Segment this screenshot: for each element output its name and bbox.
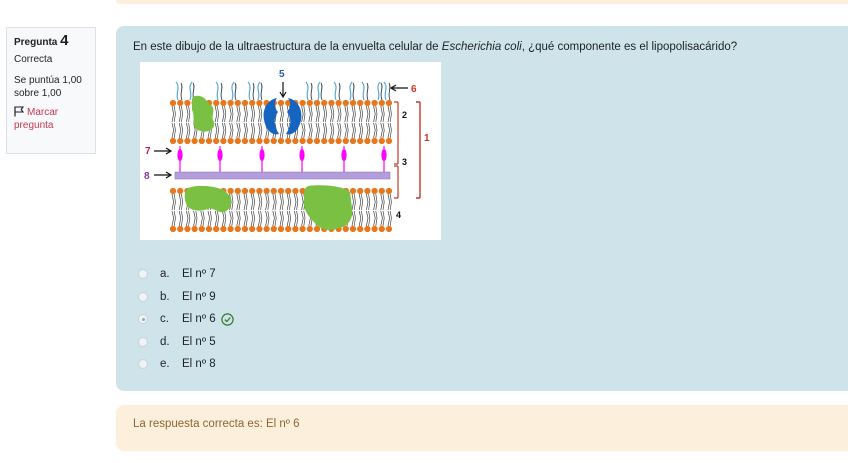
lipid-head — [372, 138, 378, 144]
lipid-tail — [237, 106, 240, 122]
lipid-tail — [237, 211, 240, 226]
flag-question-label: Marcar pregunta — [14, 107, 59, 131]
lipid-head — [336, 138, 342, 144]
arrow-8 — [154, 172, 171, 178]
lipid-tail — [237, 123, 240, 138]
lipid-tail — [302, 123, 305, 138]
lipid-head — [242, 138, 248, 144]
lipid-tail — [244, 211, 247, 226]
answer-radio-a[interactable] — [138, 269, 148, 279]
lipid-head — [321, 138, 327, 144]
lipid-head — [184, 226, 190, 232]
lipid-head — [300, 100, 306, 106]
lipid-head — [357, 100, 363, 106]
lipid-head — [220, 226, 226, 232]
lipid-head — [278, 138, 284, 144]
lipid-tail — [194, 211, 197, 226]
lipid-head — [328, 138, 334, 144]
lipid-tail — [316, 123, 319, 138]
lipid-head — [372, 100, 378, 106]
lipid-head — [256, 226, 262, 232]
lps-chain — [232, 82, 234, 100]
lipid-tail — [215, 106, 218, 122]
lipid-head — [184, 100, 190, 106]
lipid-tail — [201, 211, 204, 226]
lipid-head — [364, 138, 370, 144]
lps-chain — [306, 82, 308, 100]
answer-option-a[interactable] — [138, 263, 234, 286]
lps-chain — [339, 83, 340, 100]
lps-chain — [381, 83, 382, 100]
lipid-tail — [287, 211, 290, 226]
question-label: Pregunta — [14, 37, 58, 48]
lipid-head — [278, 100, 284, 106]
lipid-tail — [179, 194, 182, 210]
lipoprotein — [217, 149, 222, 161]
answer-text: El nº 6 — [182, 313, 216, 326]
answer-letter: d. — [160, 335, 170, 348]
lipid-tail — [294, 194, 297, 210]
lps-chain — [221, 83, 222, 100]
lipid-head — [343, 226, 349, 232]
lps-chain — [261, 83, 262, 100]
lipid-head — [285, 188, 291, 194]
lipid-head — [228, 100, 234, 106]
lipid-tail — [179, 123, 182, 138]
question-number — [14, 34, 88, 49]
lipid-tail — [345, 106, 348, 122]
lipid-head — [256, 100, 262, 106]
question-info-panel — [6, 27, 96, 154]
lipid-head — [364, 188, 370, 194]
lipid-head — [206, 138, 212, 144]
lipid-head — [199, 226, 205, 232]
lipid-head — [256, 188, 262, 194]
lipid-head — [264, 226, 270, 232]
lipid-tail — [280, 123, 283, 138]
lipid-tail — [381, 106, 384, 122]
lps-chain — [176, 82, 178, 100]
lipid-head — [242, 188, 248, 194]
lipid-head — [249, 100, 255, 106]
lipid-head — [228, 188, 234, 194]
lipid-head — [357, 226, 363, 232]
lipid-tail — [251, 106, 254, 122]
lipid-tail — [388, 194, 391, 210]
lipid-tail — [374, 106, 377, 122]
lipid-head — [350, 100, 356, 106]
lipid-tail — [366, 106, 369, 122]
arrow-5 — [280, 82, 286, 97]
peptidoglycan-layer — [175, 172, 390, 179]
bracket-2 — [394, 102, 398, 164]
lps-chain — [367, 83, 368, 100]
lps-chain — [253, 83, 254, 100]
label-4: 4 — [396, 210, 402, 220]
lipid-head — [292, 226, 298, 232]
question-state: Correcta — [14, 54, 53, 65]
lipid-tail — [273, 211, 276, 226]
lipid-head — [336, 100, 342, 106]
lipid-tail — [258, 106, 261, 122]
lipid-head — [256, 138, 262, 144]
lipid-tail — [172, 123, 175, 138]
lipid-tail — [222, 106, 225, 122]
lipid-tail — [280, 211, 283, 226]
answer-text: El nº 8 — [182, 358, 216, 371]
lps-chain — [334, 82, 336, 100]
lipid-head — [379, 100, 385, 106]
lipid-head — [271, 138, 277, 144]
flag-icon — [14, 106, 25, 117]
lipid-head — [192, 226, 198, 232]
lipid-head — [278, 188, 284, 194]
lipid-tail — [258, 123, 261, 138]
lipid-head — [249, 188, 255, 194]
lipid-head — [314, 100, 320, 106]
lipid-head — [235, 226, 241, 232]
lipid-tail — [309, 123, 312, 138]
label-5: 5 — [279, 69, 285, 80]
lps-chain — [248, 82, 250, 100]
label-8: 8 — [144, 171, 150, 182]
lipid-head — [357, 188, 363, 194]
lipid-head — [328, 100, 334, 106]
feedback-text: La respuesta correcta es: El nº 6 — [133, 418, 300, 430]
lipid-head — [177, 100, 183, 106]
lipid-tail — [388, 123, 391, 138]
lps-chain — [258, 82, 260, 100]
answer-letter: e. — [160, 358, 170, 371]
lipid-tail — [359, 106, 362, 122]
lipid-head — [170, 138, 176, 144]
answer-text: El nº 9 — [182, 290, 216, 303]
lipid-tail — [352, 211, 355, 226]
label-3: 3 — [402, 157, 408, 167]
label-7: 7 — [145, 146, 151, 157]
lipid-head — [264, 138, 270, 144]
lipid-head — [292, 188, 298, 194]
lipid-head — [170, 226, 176, 232]
lipid-tail — [251, 123, 254, 138]
lps-chain — [181, 83, 182, 100]
lipid-head — [350, 138, 356, 144]
lipid-head — [285, 226, 291, 232]
lipid-head — [386, 100, 392, 106]
lipid-tail — [352, 106, 355, 122]
lipid-tail — [172, 211, 175, 226]
lipid-tail — [230, 123, 233, 138]
answer-option-b[interactable] — [138, 286, 234, 309]
lipid-tail — [186, 123, 189, 138]
lipid-tail — [251, 194, 254, 210]
question-content — [116, 26, 848, 391]
question-text-part2: , ¿qué componente es el lipopolisacárido? — [521, 41, 738, 53]
lipid-head — [235, 138, 241, 144]
lipid-head — [228, 226, 234, 232]
label-6: 6 — [411, 84, 417, 95]
lipid-head — [177, 188, 183, 194]
lps-chain — [378, 82, 380, 100]
lipid-tail — [388, 106, 391, 122]
answer-list — [138, 263, 234, 376]
lipid-head — [386, 188, 392, 194]
lipid-tail — [374, 211, 377, 226]
lipid-tail — [179, 106, 182, 122]
lipid-tail — [179, 211, 182, 226]
lipid-tail — [266, 194, 269, 210]
lipid-tail — [302, 211, 305, 226]
lipid-head — [350, 188, 356, 194]
lipid-head — [213, 100, 219, 106]
lipid-tail — [352, 123, 355, 138]
lipid-tail — [222, 123, 225, 138]
lipid-tail — [244, 194, 247, 210]
lipid-head — [170, 100, 176, 106]
correct-check-icon — [221, 313, 234, 326]
lipid-head — [235, 100, 241, 106]
lipid-tail — [381, 211, 384, 226]
lipid-head — [249, 226, 255, 232]
lipid-tail — [338, 106, 341, 122]
lipoprotein — [259, 149, 264, 161]
lps-chain — [362, 82, 364, 100]
lipid-tail — [302, 106, 305, 122]
lipid-tail — [352, 194, 355, 210]
lipid-tail — [280, 106, 283, 122]
lipid-tail — [230, 211, 233, 226]
lipid-head — [235, 188, 241, 194]
cell-envelope-svg — [140, 62, 441, 240]
lipid-head — [350, 226, 356, 232]
lipoproteins — [177, 146, 386, 172]
arrow-6 — [391, 85, 408, 91]
lipid-head — [242, 226, 248, 232]
lipid-tail — [251, 211, 254, 226]
lipid-tail — [280, 194, 283, 210]
lipid-head — [343, 100, 349, 106]
lipid-tail — [244, 106, 247, 122]
answer-option-e[interactable] — [138, 353, 234, 376]
lipid-tail — [374, 123, 377, 138]
lipid-tail — [330, 106, 333, 122]
question-grade: Se puntúa 1,00 sobre 1,00 — [14, 75, 82, 99]
question-text-species: Escherichia coli — [441, 41, 522, 53]
lps-chain — [384, 82, 386, 100]
lps-chain — [353, 83, 354, 100]
lipid-tail — [366, 123, 369, 138]
lipid-head — [271, 188, 277, 194]
lipid-tail — [172, 194, 175, 210]
cell-envelope-diagram — [140, 62, 441, 240]
answer-letter: b. — [160, 290, 170, 303]
lipid-tail — [366, 194, 369, 210]
lipoprotein — [299, 149, 304, 161]
answer-letter: c. — [160, 313, 169, 326]
lipid-tail — [258, 211, 261, 226]
lipid-head — [372, 188, 378, 194]
lps-chain — [321, 83, 322, 100]
previous-feedback-strip — [116, 0, 848, 4]
lipid-head — [242, 100, 248, 106]
lipid-tail — [186, 211, 189, 226]
lipid-tail — [244, 123, 247, 138]
lipoprotein — [177, 149, 182, 161]
lipid-head — [372, 226, 378, 232]
lipid-tail — [359, 123, 362, 138]
answer-radio-d[interactable] — [138, 337, 148, 347]
lps-chain — [216, 82, 218, 100]
lipid-head — [300, 226, 306, 232]
lps-chain — [389, 83, 390, 100]
answer-radio-b[interactable] — [138, 292, 148, 302]
lps-chain — [235, 83, 236, 100]
lipid-head — [170, 188, 176, 194]
lipoprotein — [341, 149, 346, 161]
lipid-tail — [374, 194, 377, 210]
lipid-tail — [222, 211, 225, 226]
lipid-head — [184, 138, 190, 144]
lipid-head — [364, 100, 370, 106]
label-2: 2 — [402, 110, 408, 120]
answer-option-d[interactable] — [138, 331, 234, 354]
lipid-tail — [359, 194, 362, 210]
lipid-head — [177, 138, 183, 144]
lipid-tail — [316, 106, 319, 122]
bracket-1 — [416, 102, 420, 198]
lipid-tail — [345, 123, 348, 138]
answer-letter: a. — [160, 268, 170, 281]
question-text-part1: En este dibujo de la ultraestructura de la envuelta celular de — [133, 41, 442, 53]
lipid-tail — [172, 106, 175, 122]
lipid-tail — [323, 106, 326, 122]
lipid-head — [192, 138, 198, 144]
lipid-tail — [258, 194, 261, 210]
question-text — [133, 41, 737, 53]
lps-chain — [311, 83, 312, 100]
lipid-head — [213, 138, 219, 144]
lipid-head — [213, 226, 219, 232]
lps-chain — [190, 82, 192, 100]
lipid-tail — [294, 211, 297, 226]
lipid-head — [379, 188, 385, 194]
lipid-tail — [381, 194, 384, 210]
lipid-tail — [338, 123, 341, 138]
lipid-head — [307, 138, 313, 144]
lps-chain — [350, 82, 352, 100]
lipid-tail — [186, 106, 189, 122]
lipid-head — [271, 226, 277, 232]
answer-radio-c[interactable] — [138, 314, 148, 324]
lipid-tail — [215, 211, 218, 226]
arrow-7 — [154, 148, 171, 154]
question-number-value: 4 — [60, 32, 69, 49]
lps-chain — [318, 82, 320, 100]
lipid-head — [321, 100, 327, 106]
lipid-tail — [287, 194, 290, 210]
lipid-head — [307, 100, 313, 106]
lipid-head — [285, 138, 291, 144]
lipid-tail — [330, 123, 333, 138]
lipid-head — [357, 138, 363, 144]
lipid-head — [364, 226, 370, 232]
answer-radio-e[interactable] — [138, 359, 148, 369]
lipid-head — [386, 138, 392, 144]
answer-text: El nº 7 — [182, 268, 216, 281]
lipid-head — [249, 138, 255, 144]
flag-question-link[interactable] — [14, 106, 88, 132]
lipid-tail — [266, 211, 269, 226]
lipid-head — [379, 138, 385, 144]
correct-answer-feedback — [116, 405, 848, 451]
lipid-tail — [381, 123, 384, 138]
lipid-tail — [388, 211, 391, 226]
answer-text: El nº 5 — [182, 335, 216, 348]
lipid-head — [228, 138, 234, 144]
lipid-head — [386, 226, 392, 232]
lipid-head — [220, 100, 226, 106]
lipid-head — [300, 138, 306, 144]
lipid-head — [264, 188, 270, 194]
lipid-tail — [208, 211, 211, 226]
lipid-tail — [237, 194, 240, 210]
label-1: 1 — [424, 133, 430, 144]
lipid-head — [343, 138, 349, 144]
lipid-head — [199, 138, 205, 144]
lipoprotein — [381, 149, 386, 161]
lipid-head — [206, 226, 212, 232]
inner-membrane-protein-right — [304, 185, 353, 230]
lipid-head — [177, 226, 183, 232]
answer-option-c[interactable] — [138, 308, 234, 331]
lipid-head — [314, 138, 320, 144]
lipid-tail — [215, 123, 218, 138]
lipid-tail — [273, 194, 276, 210]
lipid-tail — [230, 106, 233, 122]
lipid-head — [307, 226, 313, 232]
lipid-head — [379, 226, 385, 232]
lipid-tail — [323, 123, 326, 138]
lipid-tail — [366, 211, 369, 226]
lipid-tail — [309, 106, 312, 122]
lipid-head — [220, 138, 226, 144]
lipid-tail — [359, 211, 362, 226]
lipid-head — [292, 138, 298, 144]
bracket-3 — [394, 166, 398, 198]
lipid-head — [278, 226, 284, 232]
